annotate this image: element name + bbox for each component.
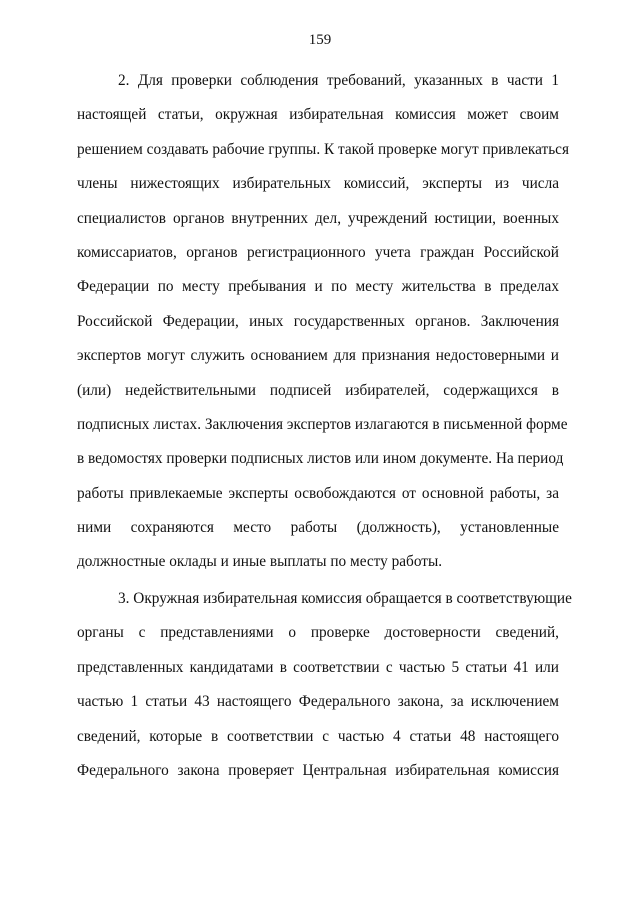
text-line: комиссариатов, органов регистрационного учета граждан Российской xyxy=(77,243,559,261)
text-line: Федерации по месту пребывания и по месту жительства в пределах xyxy=(77,278,559,296)
text-line: представленных кандидатами в соответствии с частью 5 статьи 41 или xyxy=(77,658,559,676)
text-line: Российской Федерации, иных государственных органов. Заключения xyxy=(77,312,559,330)
text-line: сведений, которые в соответствии с частью 4 статьи 48 настоящего xyxy=(77,727,559,745)
text-line: (или) недействительными подписей избирателей, содержащихся в xyxy=(77,381,559,399)
text-line: 2. Для проверки соблюдения требований, указанных в части 1 xyxy=(118,72,559,89)
text-line: должностные оклады и иные выплаты по месту работы. xyxy=(77,553,443,571)
text-line: работы привлекаемые эксперты освобождаются от основной работы, за xyxy=(77,484,559,502)
text-line: настоящей статьи, окружная избирательная комиссия может своим xyxy=(77,106,559,124)
text-line: подписных листах. Заключения экспертов излагаются в письменной форме xyxy=(77,415,568,433)
text-line: частью 1 статьи 43 настоящего Федерального закона, за исключением xyxy=(77,693,559,711)
paragraph-3 xyxy=(77,582,572,788)
text-line: 3. Окружная избирательная комиссия обращается в соответствующие xyxy=(118,590,572,607)
text-line: ними сохраняются место работы (должность), установленные xyxy=(77,519,559,537)
text-line: в ведомостях проверки подписных листов или ином документе. На период xyxy=(77,450,564,468)
text-line: специалистов органов внутренних дел, учреждений юстиции, военных xyxy=(77,209,559,227)
page-number: 159 xyxy=(308,32,332,48)
text-line: решением создавать рабочие группы. К такой проверке могут привлекаться xyxy=(77,140,570,158)
paragraph-2 xyxy=(77,64,570,580)
text-line: Федерального закона проверяет Центральная избирательная комиссия xyxy=(77,761,559,779)
text-line: органы с представлениями о проверке достоверности сведений, xyxy=(77,624,559,642)
text-line: члены нижестоящих избирательных комиссий, эксперты из числа xyxy=(77,175,559,193)
text-line: экспертов могут служить основанием для признания недостоверными и xyxy=(77,347,559,365)
